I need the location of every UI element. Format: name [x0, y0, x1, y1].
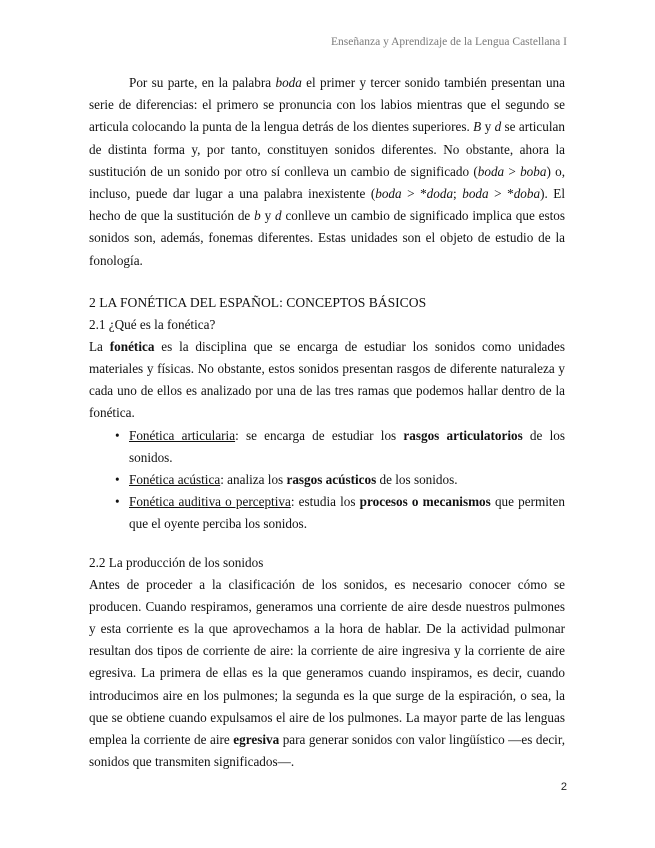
example-word: boda: [462, 186, 489, 202]
example-word: boda: [477, 163, 505, 179]
example-word: b: [254, 208, 261, 224]
page-body: [89, 72, 565, 773]
subsection-heading-2-2: 2.2 La producción de los sonidos: [89, 554, 264, 570]
paragraph-fonetica: [89, 336, 565, 425]
bold-term: fonética: [109, 338, 155, 354]
list-item: [129, 491, 565, 535]
example-word: B: [473, 119, 482, 135]
text-run: se articulan de distinta forma y, por tanto, constituyen sonidos diferentes. No obstante, ahora la sustitución de un sonido por otro sí conlleva un cambio de significado (: [89, 119, 565, 179]
text-run: ) o, incluso, puede dar lugar a una palabra inexistente (: [89, 163, 565, 202]
example-word: boda: [375, 186, 402, 202]
list-item: [129, 469, 565, 491]
bold-term: egresiva: [233, 732, 280, 748]
bold-term: procesos o mecanismos: [359, 494, 491, 510]
text-run: Antes de proceder a la clasificación de los sonidos, es necesario conocer cómo se producen. Cuando respiramos, generamos una corriente de aire desde nuestros pulmones y esta corriente es la que aprovechamos a la hora de hablar. De la actividad pulmonar resultan dos tipos de corriente de aire: la corriente de aire ingresiva y la corriente de aire egresiva. La primera de ellas es la que generamos cuando inspiramos, es decir, cuando introducimos aire en los pulmones; la segunda es la que surge de la espiración, o sea, la que se obtiene cuando expulsamos el aire de los pulmones. La mayor parte de las lenguas emplea la corriente de aire: [89, 576, 565, 748]
text-run: para generar sonidos con valor lingüístico —es decir, sonidos que transmiten significados—.: [89, 732, 565, 770]
text-run: ). El hecho de que la sustitución de: [89, 186, 565, 224]
text-run: y: [481, 119, 495, 135]
underlined-term: Fonética acústica: [129, 472, 221, 488]
text-run: ;: [453, 186, 463, 202]
list-item: [129, 425, 565, 469]
text-run: La: [89, 338, 110, 354]
example-word: boda: [275, 75, 302, 90]
text-run: >: [504, 163, 521, 179]
paragraph-produccion: [89, 574, 565, 774]
example-word: doda: [426, 186, 454, 202]
bold-term: rasgos articulatorios: [403, 427, 523, 443]
example-word: boba: [520, 163, 547, 179]
text-run: el primer y tercer sonido también presentan una serie de diferencias: el primero se pronuncia con los labios mientras que el segundo se articula colocando la punta de la lengua detrás de los dientes superiores.: [89, 75, 565, 135]
example-word: d: [275, 208, 282, 224]
text-run: : se encarga de estudiar los: [235, 427, 404, 443]
underlined-term: Fonética articularia: [129, 427, 236, 443]
underlined-term: Fonética auditiva o perceptiva: [129, 494, 291, 510]
text-run: : analiza los: [220, 472, 287, 488]
page-number: 2: [560, 781, 567, 793]
text-run: y: [260, 208, 276, 224]
section-heading-2: 2 LA FONÉTICA DEL ESPAÑOL: CONCEPTOS BÁSICOS: [89, 294, 427, 310]
subsection-heading-2-1: 2.1 ¿Qué es la fonética?: [89, 316, 216, 332]
bold-term: rasgos acústicos: [286, 472, 377, 488]
text-run: conlleve un cambio de significado implica que estos sonidos son, además, fonemas diferentes. Estas unidades son el objeto de estudio de la fonología.: [89, 208, 566, 268]
text-run: es la disciplina que se encarga de estudiar los sonidos como unidades materiales y físicas. No obstante, estos sonidos presentan rasgos de diferente naturaleza y cada uno de ellos es analizado por una de las tres ramas que podemos hallar dentro de la fonética.: [89, 338, 565, 421]
example-word: d: [494, 119, 502, 135]
text-run: > *: [488, 186, 514, 202]
text-run: de los sonidos.: [376, 472, 458, 488]
running-header: Enseñanza y Aprendizaje de la Lengua Castellana I: [331, 36, 567, 48]
example-word: doba: [513, 186, 541, 202]
fonetica-branches-list: [89, 425, 565, 536]
text-run: > *: [401, 186, 427, 202]
text-run: : estudia los: [290, 494, 360, 510]
text-run: de los sonidos.: [129, 427, 565, 465]
text-run: Por su parte, en la palabra: [129, 75, 276, 90]
text-run: que permiten que el oyente perciba los sonidos.: [129, 494, 565, 532]
paragraph-boda: [89, 72, 565, 272]
